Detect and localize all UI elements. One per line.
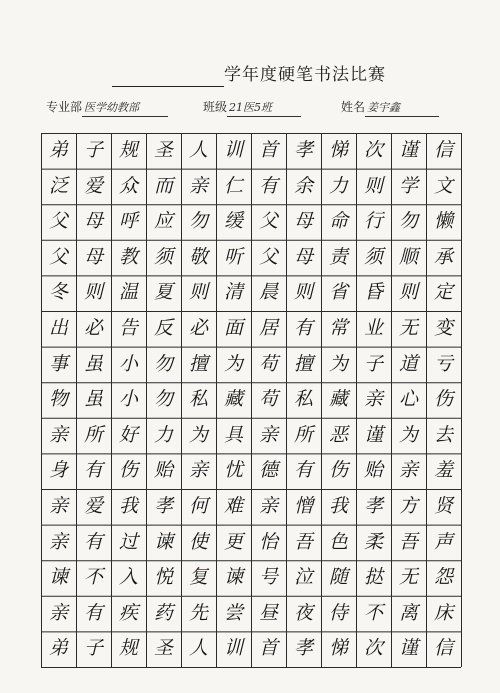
grid-cell-char: 身 [48,459,68,482]
grid-cell-char: 为 [398,423,418,446]
name-field [341,98,439,117]
grid-cell-char: 圣 [153,139,173,161]
grid-cell-char: 床 [433,601,453,624]
grid-cell-char: 为 [188,423,208,446]
grid-cell-char: 训 [223,637,243,660]
grid-cell-char: 力 [328,174,348,197]
grid-cell-char: 羞 [433,459,453,482]
grid-cell-char: 勿 [153,352,173,375]
grid-cell-char: 圣 [153,637,173,660]
grid-cell-char: 谨 [398,139,418,161]
grid-cell-char: 随 [328,566,348,589]
grid-cell-char: 次 [363,139,383,161]
grid-cell-char: 学 [398,174,418,197]
grid-cell-char: 孝 [293,637,313,660]
grid-cell-char: 号 [258,566,278,589]
grid-cell-char: 责 [328,245,348,268]
grid-cell-char: 仁 [223,174,243,197]
grid-cell-char: 常 [328,317,348,339]
grid-cell-char: 亲 [258,423,278,446]
grid-cell-char: 悌 [328,139,348,161]
grid-cell-char: 则 [398,281,418,304]
grid-cell-char: 子 [83,637,103,660]
grid-cell-char: 孝 [293,139,313,161]
grid-cell-char: 憎 [293,495,313,517]
grid-cell-char: 小 [118,352,138,375]
grid-cell-char: 亲 [48,601,68,624]
grid-cell-char: 昏 [363,281,383,304]
grid-cell-char: 何 [188,495,208,517]
grid-cell-char: 夜 [293,601,313,624]
grid-cell-char: 母 [293,210,313,233]
grid-cell-char: 众 [118,174,138,197]
grid-cell-char: 出 [48,317,68,339]
major-value: 医学幼教部 [82,99,168,117]
class-label: 班级 [203,100,228,114]
grid-cell-char: 次 [363,637,383,660]
grid-cell-char: 伤 [328,459,348,482]
grid-cell-char: 使 [188,530,208,553]
grid-cell-char: 爱 [83,174,103,197]
grid-cell-char: 有 [293,317,313,339]
grid-cell-char: 无 [398,317,418,339]
grid-cell-char: 须 [153,245,173,268]
grid-cell-char: 谏 [48,566,68,589]
grid-cell-char: 教 [118,245,138,268]
grid-cell-char: 清 [223,281,243,304]
grid-cell-char: 无 [398,566,418,589]
grid-cell-char: 亲 [48,530,68,553]
grid-cell-char: 苟 [258,352,278,375]
grid-cell-char: 去 [433,423,453,446]
grid-cell-char: 业 [363,317,383,339]
grid-cell-char: 母 [83,210,103,233]
grid-cell-char: 夏 [153,281,173,304]
grid-cell-char: 贻 [363,459,383,482]
grid-cell-char: 心 [398,388,418,411]
grid-cell-char: 物 [48,388,68,411]
grid-cell-char: 谨 [363,423,383,446]
grid-cell-char: 入 [118,566,138,589]
grid-cell-char: 勿 [188,210,208,233]
grid-cell-char: 有 [83,601,103,624]
grid-cell-char: 规 [118,139,138,161]
grid-cell-char: 具 [223,423,243,446]
grid-cell-char: 泛 [48,174,68,197]
grid-cell-char: 我 [328,495,348,517]
grid-cell-char: 德 [258,459,278,482]
grid-cell-char: 所 [83,423,103,446]
grid-cell-char: 弟 [48,139,68,161]
grid-cell-char: 余 [293,174,313,197]
grid-cell-char: 晨 [258,281,278,304]
grid-cell-char: 顺 [398,245,418,268]
grid-cell-char: 缓 [223,210,243,233]
grid-cell-char: 温 [118,281,138,304]
grid-cell-char: 勿 [398,210,418,233]
grid-cell-char: 复 [188,566,208,589]
grid-cell-char: 父 [258,245,278,268]
grid-cell-char: 尝 [223,601,243,624]
grid-cell-char: 则 [293,281,313,304]
grid-cell-char: 呼 [118,210,138,233]
grid-cell-char: 亲 [48,423,68,446]
grid-cell-char: 则 [83,281,103,304]
grid-cell-char: 父 [48,245,68,268]
grid-cell-char: 力 [153,423,173,446]
grid-cell-char: 疾 [118,601,138,624]
page-title: 学年度硬笔书法比赛 [224,65,386,85]
grid-cell-char: 弟 [48,637,68,660]
grid-cell-char: 母 [293,245,313,268]
grid-cell-char: 子 [363,352,383,375]
major-field [46,98,168,117]
grid-cell-char: 为 [328,352,348,375]
grid-cell-char: 反 [153,317,173,339]
grid-cell-char: 居 [258,317,278,339]
grid-cell-char: 谏 [153,530,173,553]
grid-cell-char: 悦 [153,566,173,589]
grid-cell-char: 柔 [363,530,383,553]
grid-cell-char: 小 [118,388,138,411]
grid-cell-char: 变 [433,317,453,339]
grid-cell-char: 勿 [153,388,173,411]
grid-cell-char: 声 [433,530,453,553]
grid-cell-char: 爱 [83,495,103,517]
grid-cell-char: 不 [83,566,103,589]
grid-cell-char: 首 [258,139,278,161]
grid-cell-char: 行 [363,210,383,233]
info-row [0,98,500,120]
grid-cell-char: 须 [363,245,383,268]
grid-cell-char: 挞 [363,566,383,589]
grid-cell-char: 亲 [188,174,208,197]
grid-cell-char: 私 [293,388,313,411]
grid-cell-char: 恶 [328,423,348,446]
grid-cell-char: 冬 [48,281,68,304]
grid-cell-char: 应 [153,210,173,233]
name-label: 姓名 [341,100,366,114]
grid-cell-char: 谨 [398,637,418,660]
grid-cell-char: 过 [118,530,138,553]
grid-cell-char: 更 [223,530,243,553]
grid-cell-char: 孝 [153,495,173,517]
grid-cell-char: 藏 [328,388,348,411]
grid-cell-char: 信 [433,139,453,161]
grid-cell-char: 虽 [83,352,103,375]
grid-cell-char: 父 [258,210,278,233]
grid-cell-char: 擅 [188,352,208,375]
grid-cell-char: 听 [223,245,243,268]
grid-cell-char: 而 [153,174,173,197]
grid-cell-char: 亲 [48,495,68,517]
grid-cell-char: 谏 [223,566,243,589]
grid-cell-char: 道 [398,352,418,375]
grid-cell-char: 必 [83,317,103,339]
grid-cell-char: 私 [188,388,208,411]
grid-cell-char: 为 [223,352,243,375]
grid-cell-char: 亏 [433,352,453,375]
grid-cell-char: 药 [153,601,173,624]
grid-cell-char: 有 [83,459,103,482]
grid-cell-char: 必 [188,317,208,339]
grid-cell-char: 敬 [188,245,208,268]
grid-cell-char: 伤 [433,388,453,411]
grid-cell-char: 侍 [328,601,348,624]
grid-cell-char: 悌 [328,637,348,660]
grid-cell-char: 人 [188,637,208,660]
grid-cell-char: 有 [258,174,278,197]
grid-cell-char: 藏 [223,388,243,411]
grid-cell-char: 亲 [398,459,418,482]
grid-cell-char: 则 [188,281,208,304]
grid-cell-char: 怨 [433,566,453,589]
grid-cell-char: 先 [188,601,208,624]
grid-cell-char: 信 [433,637,453,660]
grid-cell-char: 事 [48,352,68,375]
grid-cell-char: 命 [328,210,348,233]
grid-cell-char: 苟 [258,388,278,411]
grid-cell-char: 面 [223,317,243,339]
grid-cell-char: 离 [398,601,418,624]
grid-cell-char: 我 [118,495,138,517]
class-value: 21医5班 [227,99,301,117]
grid-cell-char: 亲 [258,495,278,517]
grid-cell-char: 所 [293,423,313,446]
grid-cell-char: 亲 [363,388,383,411]
grid-cell-char: 承 [433,245,453,268]
class-field [203,98,301,117]
grid-cell-char: 子 [83,139,103,161]
grid-cell-char: 不 [363,601,383,624]
grid-cell-char: 有 [293,459,313,482]
grid-cell-char: 吾 [398,530,418,553]
grid-cell-char: 色 [328,530,348,553]
major-label: 专业部 [46,100,83,114]
grid-cell-char: 懒 [433,210,453,233]
grid-cell-char: 擅 [293,352,313,375]
grid-cell-char: 省 [328,281,348,304]
grid-cell-char: 怡 [258,530,278,553]
grid-cell-char: 昼 [258,601,278,624]
grid-cell-char: 泣 [293,566,313,589]
title-year-blank [112,86,224,87]
grid-cell-char: 虽 [83,388,103,411]
grid-cell-char: 忧 [223,459,243,482]
grid-cell-char: 人 [188,139,208,161]
grid-cell-char: 有 [83,530,103,553]
grid-cell-char: 伤 [118,459,138,482]
grid-cell-char: 贤 [433,495,453,517]
grid-cell-char: 告 [118,317,138,339]
grid-cell-char: 母 [83,245,103,268]
grid-cell-char: 首 [258,637,278,660]
grid-cell-char: 亲 [188,459,208,482]
grid-cell-char: 孝 [363,495,383,517]
grid-cell-char: 规 [118,637,138,660]
grid-cell-char: 文 [433,174,453,197]
grid-cell-char: 定 [433,281,453,304]
grid-cell-char: 训 [223,139,243,161]
name-value: 姜宇鑫 [365,99,439,117]
grid-cell-char: 吾 [293,530,313,553]
grid-cell-char: 好 [118,423,138,446]
grid-cell-char: 贻 [153,459,173,482]
grid-cell-char: 则 [363,174,383,197]
grid-cell-char: 难 [223,495,243,517]
grid-cell-char: 父 [48,210,68,233]
grid-cell-char: 方 [398,495,418,517]
